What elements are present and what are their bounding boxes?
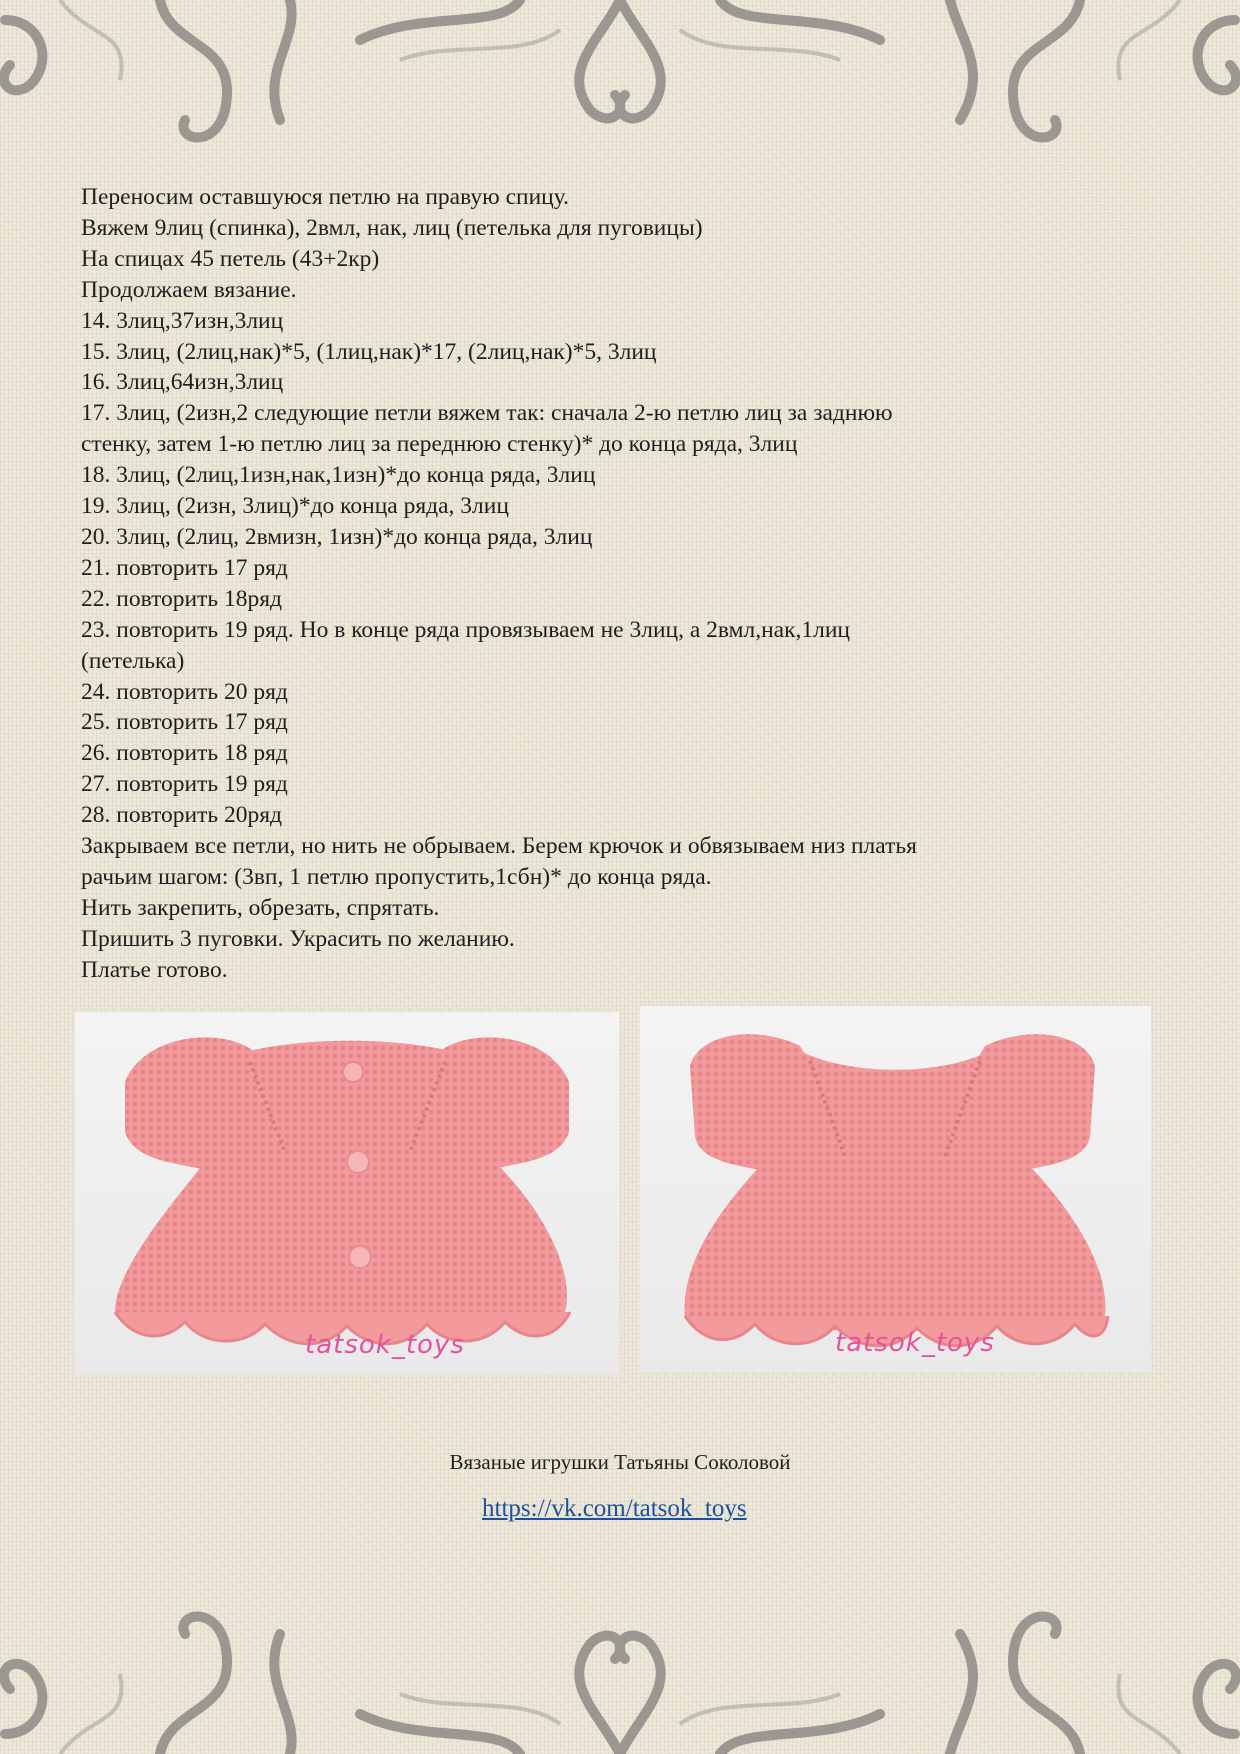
pattern-line: стенку, затем 1-ю петлю лиц за переднюю стенку)* до конца ряда, 3лиц (81, 431, 798, 458)
pattern-line: Переносим оставшуюся петлю на правую спицу. (81, 184, 570, 210)
pattern-line: Нить закрепить, обрезать, спрятать. (81, 894, 440, 921)
dress-back-illustration (75, 1012, 619, 1374)
pattern-line: 15. 3лиц, (2лиц,нак)*5, (1лиц,нак)*17, (2лиц,нак)*5, 3лиц (81, 338, 657, 365)
pattern-line: 28. повторить 20ряд (81, 802, 283, 829)
pattern-line: (петелька) (81, 647, 185, 674)
pattern-line: 14. 3лиц,37изн,3лиц (81, 307, 284, 334)
pattern-line: Пришить 3 пуговки. Украсить по желанию. (81, 925, 515, 952)
pattern-line: Платье готово. (81, 956, 228, 983)
pattern-line: рачьим шагом: (3вп, 1 петлю пропустить,1сбн)* до конца ряда. (81, 863, 712, 890)
pattern-line: 27. повторить 19 ряд (81, 771, 288, 798)
bottom-scroll-ornament (0, 1534, 1240, 1754)
pattern-line: 23. повторить 19 ряд. Но в конце ряда провязываем не 3лиц, а 2вмл,нак,1лиц (81, 616, 850, 643)
dress-front-photo (640, 1006, 1151, 1372)
pattern-line: 24. повторить 20 ряд (81, 678, 288, 705)
pattern-line: 21. повторить 17 ряд (81, 554, 288, 581)
pattern-line: 17. 3лиц, (2изн,2 следующие петли вяжем так: сначала 2-ю петлю лиц за заднюю (81, 400, 893, 427)
author-title: Вязаные игрушки Татьяны Соколовой (449, 1450, 791, 1474)
vk-profile-link[interactable]: https://vk.com/tatsok_toys (482, 1495, 747, 1522)
pattern-instructions (81, 182, 1161, 986)
pattern-line: 16. 3лиц,64изн,3лиц (81, 369, 284, 396)
photo-watermark: tatsok_toys (305, 1330, 465, 1360)
dress-front-illustration (640, 1006, 1151, 1372)
pattern-line: 25. повторить 17 ряд (81, 709, 288, 736)
pattern-line: Закрываем все петли, но нить не обрываем. Берем крючок и обвязываем низ платья (81, 833, 917, 860)
pattern-line: На спицах 45 петель (43+2кр) (81, 245, 380, 272)
pattern-line: 18. 3лиц, (2лиц,1изн,нак,1изн)*до конца ряда, 3лиц (81, 462, 596, 489)
pattern-line: 20. 3лиц, (2лиц, 2вмизн, 1изн)*до конца ряда, 3лиц (81, 523, 593, 550)
photo-watermark: tatsok_toys (835, 1328, 995, 1358)
pattern-line: 26. повторить 18 ряд (81, 740, 288, 767)
dress-back-photo (75, 1012, 619, 1374)
pattern-line: 19. 3лиц, (2изн, 3лиц)*до конца ряда, 3лиц (81, 493, 509, 520)
pattern-line: Продолжаем вязание. (81, 276, 297, 303)
pattern-line: Вяжем 9лиц (спинка), 2вмл, нак, лиц (петелька для пуговицы) (81, 214, 703, 241)
pattern-line: 22. повторить 18ряд (81, 585, 283, 612)
